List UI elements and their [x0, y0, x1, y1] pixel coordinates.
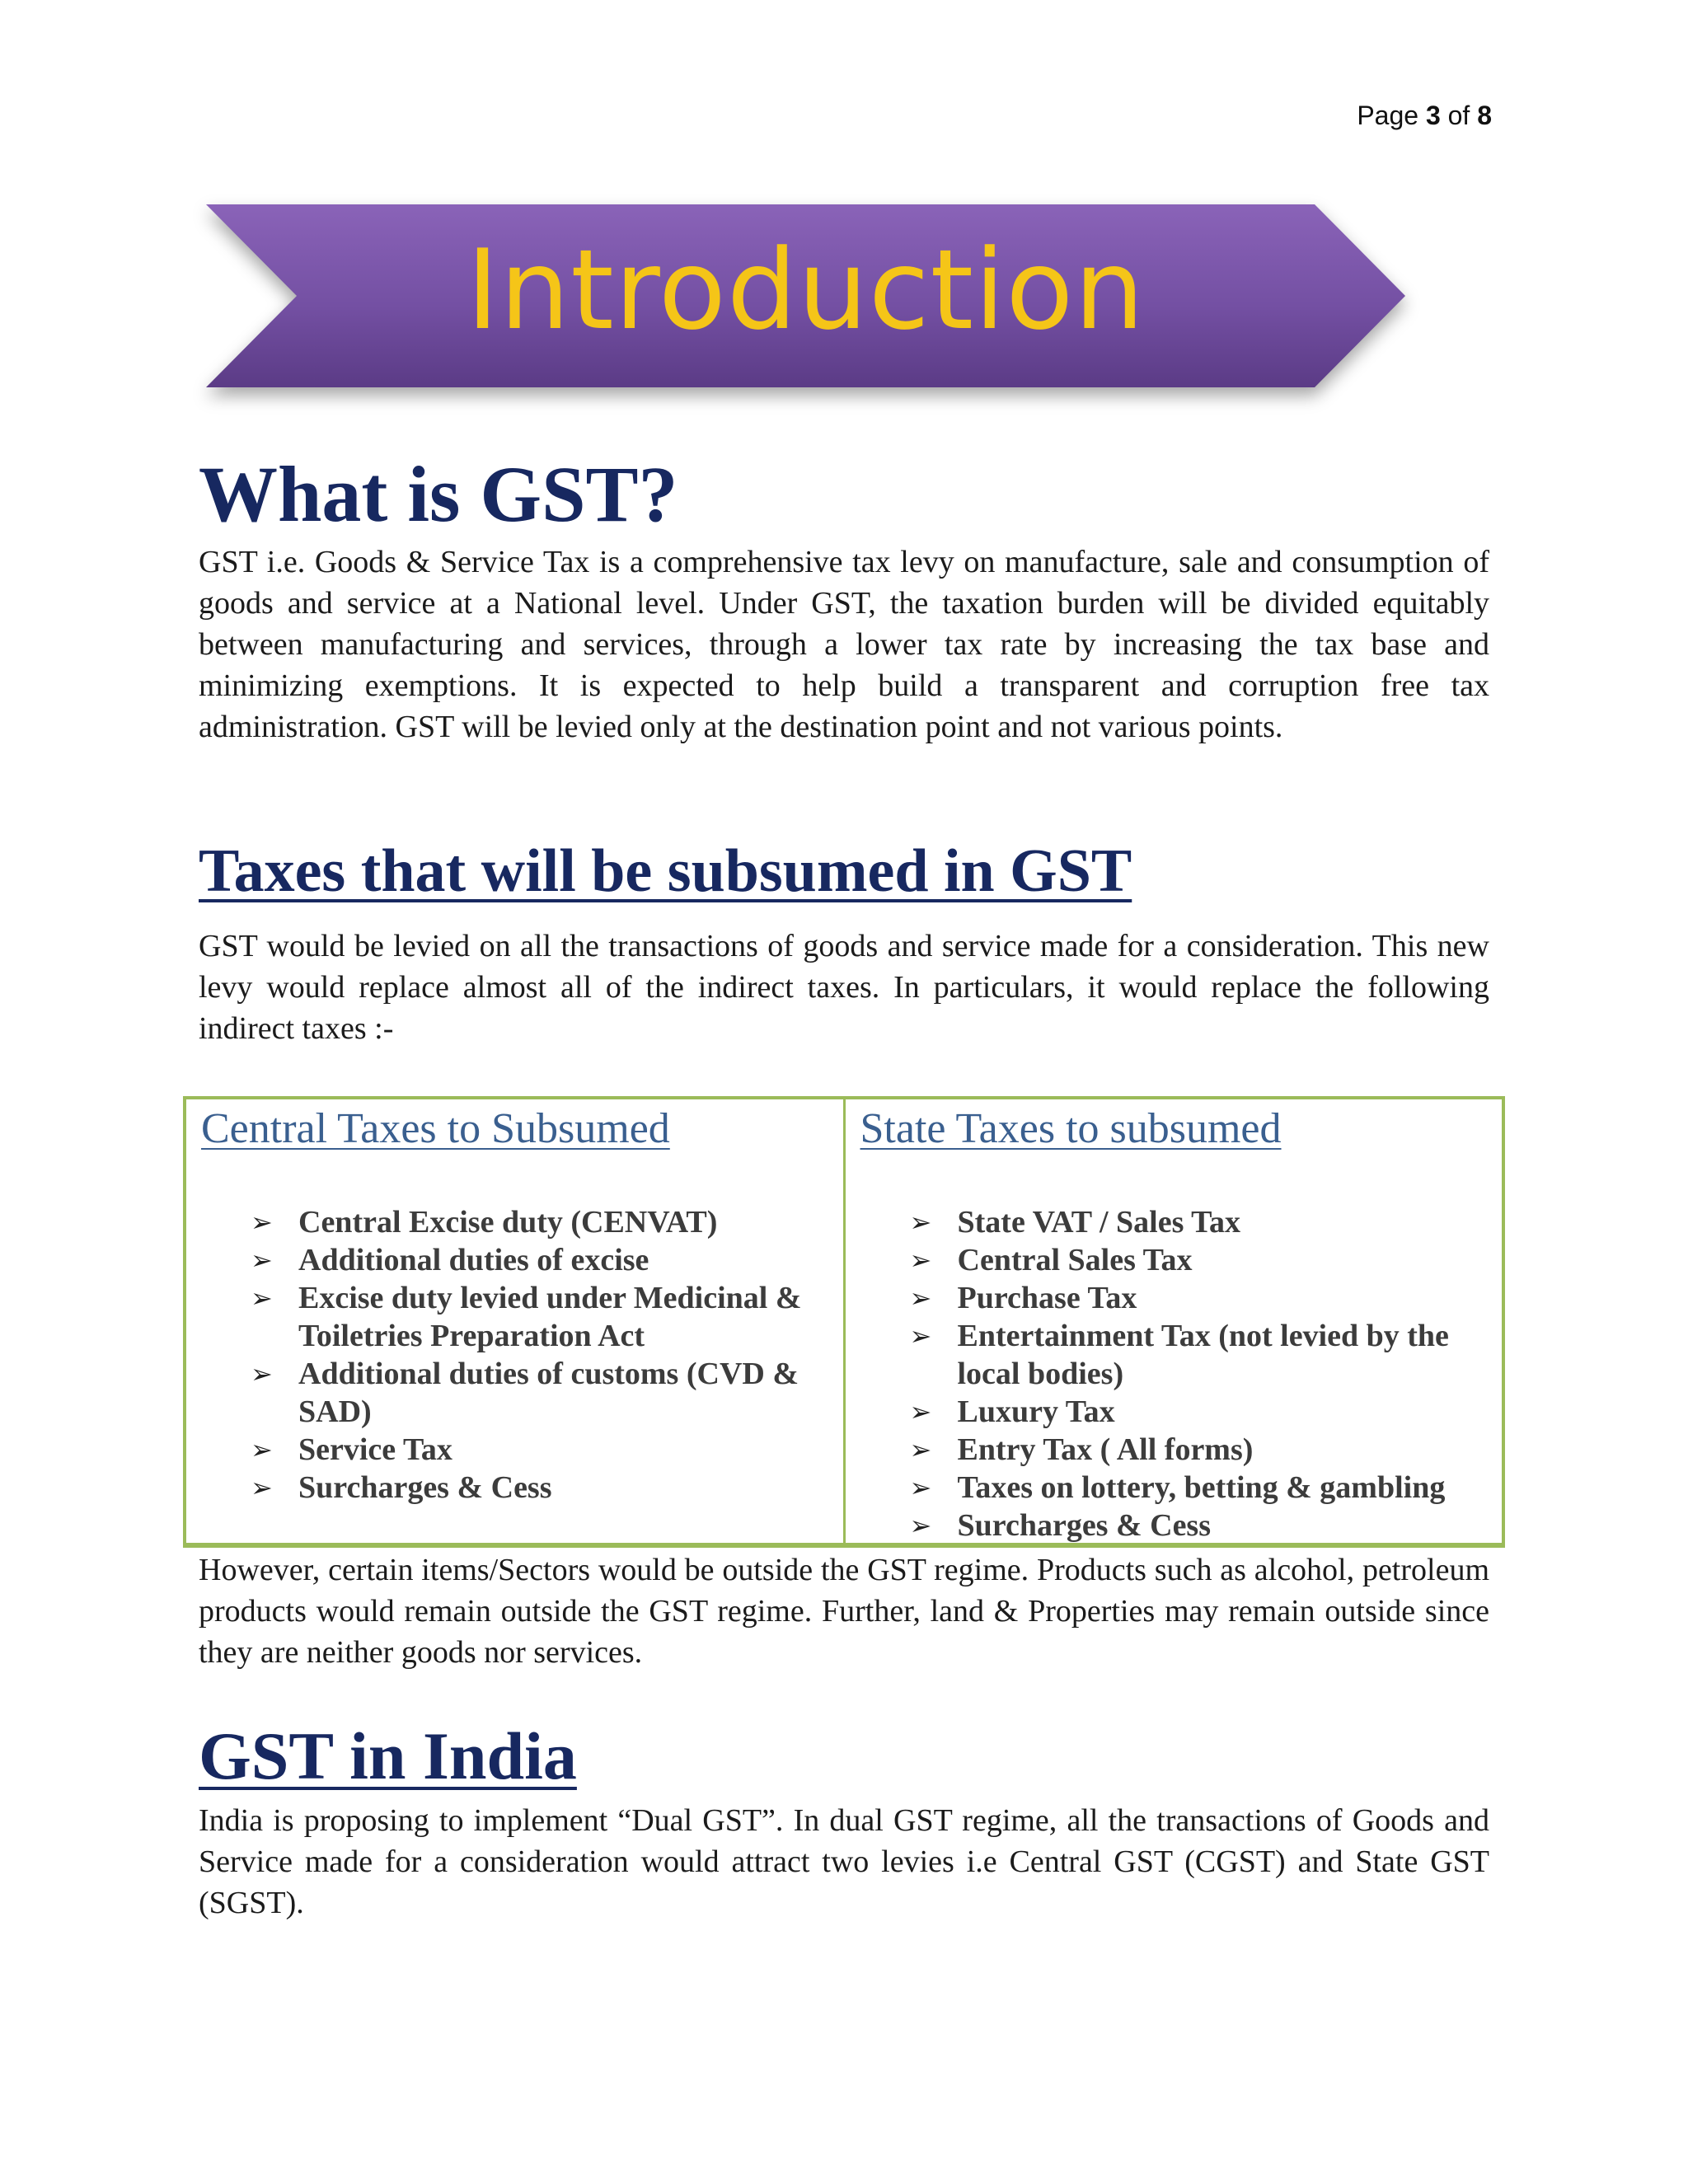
list-item: ➢ Entry Tax ( All forms): [909, 1432, 1254, 1467]
banner-title: Introduction: [466, 226, 1146, 354]
arrow-bullet-icon: ➢: [909, 1207, 932, 1238]
central-taxes-column: [186, 1099, 843, 1543]
list-item: ➢ Surcharges & Cess: [909, 1508, 1212, 1543]
paragraph-gst-in-india: India is proposing to implement “Dual GST”. In dual GST regime, all the transactions of Goods and Service made for a consideration would attract two levies i.e Central GST (CGST) and State GST (SGST).: [199, 1803, 1489, 1920]
list-item: ➢ Taxes on lottery, betting & gambling: [909, 1470, 1446, 1505]
list-item: ➢ Luxury Tax: [909, 1394, 1115, 1429]
arrow-bullet-icon: ➢: [909, 1396, 932, 1427]
list-item: ➢ Additional duties of customs (CVD & SAD): [251, 1357, 799, 1429]
arrow-bullet-icon: ➢: [909, 1320, 932, 1352]
state-taxes-list: [910, 1203, 1486, 1544]
page-current: 3: [1425, 101, 1441, 130]
page-total: 8: [1477, 101, 1492, 130]
heading-taxes-subsumed: Taxes that will be subsumed in GST: [199, 837, 1132, 905]
list-item: ➢ Purchase Tax: [909, 1281, 1137, 1315]
paragraph-what-is-gst: GST i.e. Goods & Service Tax is a comprehensive tax levy on manufacture, sale and consumption of goods and service at a National level. Under GST, the taxation burden will be divided equitably between manufacturing and services, through a lower tax rate by increasing the tax base and minimizing exemptions. It is expected to help build a transparent and corruption free tax administration. GST will be levied only at the destination point and not various points.: [199, 545, 1489, 744]
list-item: ➢ Entertainment Tax (not levied by the local bodies): [909, 1319, 1449, 1391]
arrow-bullet-icon: ➢: [251, 1358, 273, 1390]
list-item: ➢ State VAT / Sales Tax: [909, 1205, 1241, 1240]
list-item: ➢ Excise duty levied under Medicinal & Toiletries Preparation Act: [251, 1281, 802, 1353]
list-item: ➢ Additional duties of excise: [251, 1243, 649, 1277]
arrow-bullet-icon: ➢: [251, 1244, 273, 1276]
page-number: [1236, 101, 1492, 131]
arrow-bullet-icon: ➢: [909, 1510, 932, 1541]
page-prefix: Page: [1357, 101, 1426, 130]
central-taxes-list: [251, 1203, 827, 1507]
arrow-bullet-icon: ➢: [909, 1282, 932, 1314]
arrow-bullet-icon: ➢: [251, 1282, 273, 1314]
list-item: ➢ Central Excise duty (CENVAT): [251, 1205, 718, 1240]
list-item: ➢ Service Tax: [251, 1432, 452, 1467]
heading-what-is-gst: What is GST?: [199, 450, 678, 538]
list-item: ➢ Surcharges & Cess: [251, 1470, 552, 1505]
arrow-bullet-icon: ➢: [251, 1472, 273, 1503]
arrow-bullet-icon: ➢: [251, 1207, 273, 1238]
list-item: ➢ Central Sales Tax: [909, 1243, 1193, 1277]
paragraph-taxes-subsumed: GST would be levied on all the transactions of goods and service made for a consideration. This new levy would replace almost all of the indirect taxes. In particulars, it would replace the following indirect taxes :-: [199, 929, 1489, 1046]
page-middle: of: [1440, 101, 1478, 130]
heading-gst-in-india: GST in India: [199, 1718, 577, 1793]
arrow-bullet-icon: ➢: [251, 1434, 273, 1465]
introduction-banner: [206, 204, 1405, 387]
subsumed-taxes-table: [183, 1096, 1505, 1548]
arrow-bullet-icon: ➢: [909, 1434, 932, 1465]
arrow-bullet-icon: ➢: [909, 1244, 932, 1276]
state-taxes-header: State Taxes to subsumed: [860, 1105, 1282, 1152]
arrow-bullet-icon: ➢: [909, 1472, 932, 1503]
paragraph-exclusions: However, certain items/Sectors would be outside the GST regime. Products such as alcohol, petroleum products would remain outside the GST regime. Further, land & Properties may remain outside since they are neither goods nor services.: [199, 1553, 1489, 1670]
central-taxes-header: Central Taxes to Subsumed: [201, 1105, 670, 1152]
state-taxes-column: [843, 1099, 1503, 1543]
